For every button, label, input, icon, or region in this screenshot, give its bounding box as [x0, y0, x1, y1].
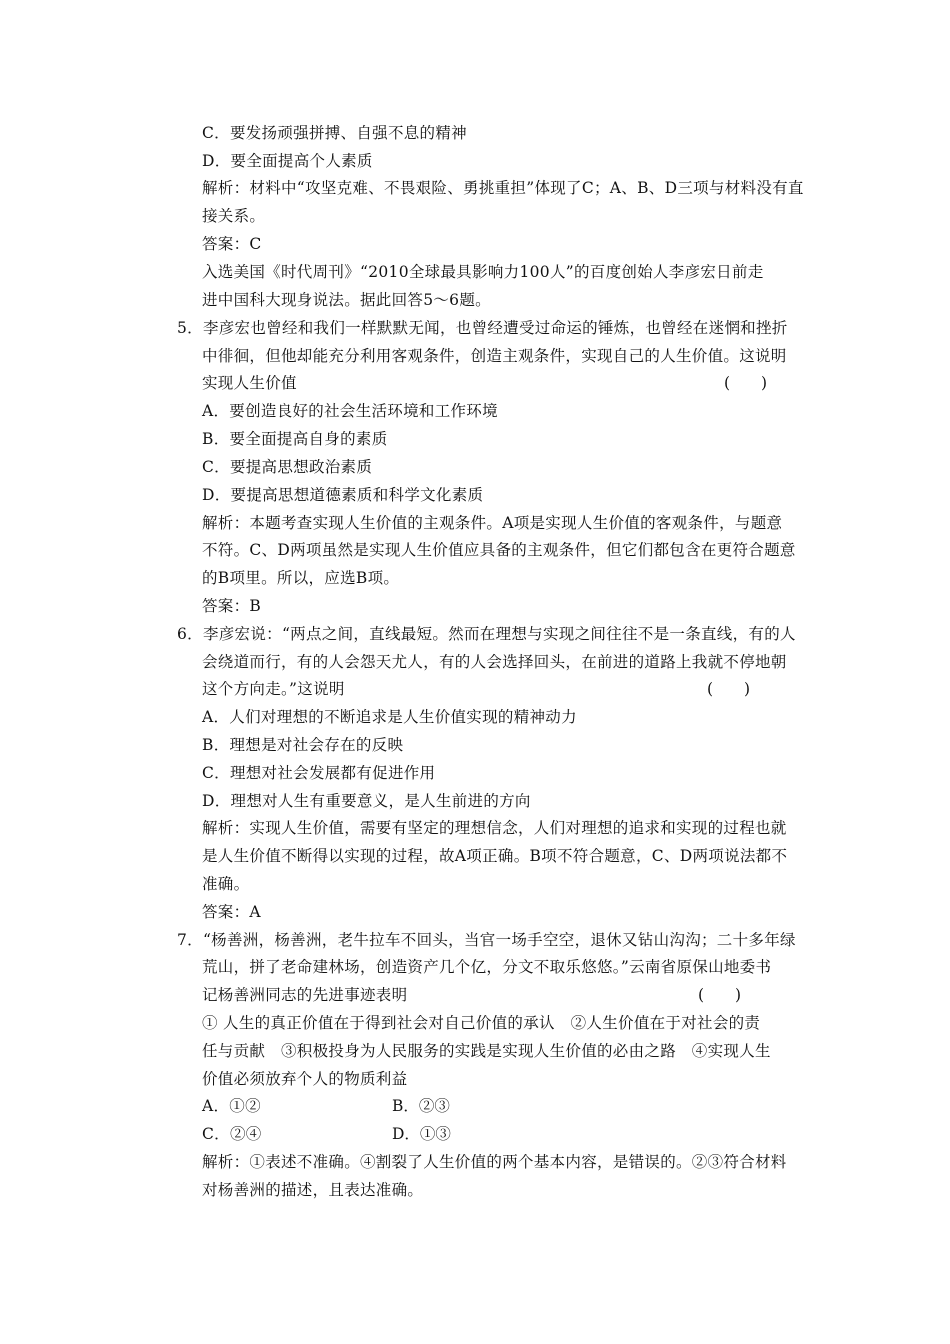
analysis-text: 的B项里。所以，应选B项。: [202, 569, 400, 587]
option-b: B．②③: [392, 1097, 450, 1115]
answer-blank: ( ): [698, 986, 742, 1004]
answer-blank: ( ): [707, 680, 751, 698]
answer-text: 答案：B: [202, 597, 262, 615]
answer-blank: ( ): [724, 374, 768, 392]
answer-text: 答案：A: [202, 903, 261, 921]
analysis-text: 解析：①表述不准确。④割裂了人生价值的两个基本内容，是错误的。②③符合材料: [202, 1153, 787, 1171]
question-7-stem: 7．“杨善洲，杨善洲，老牛拉车不回头，当官一场手空空，退休又钻山沟沟；二十多年绿: [177, 931, 796, 949]
statement-list: ① 人生的真正价值在于得到社会对自己价值的承认 ②人生价值在于对社会的责: [202, 1014, 761, 1032]
intro-text: 入选美国《时代周刊》“2010全球最具影响力100人”的百度创始人李彦宏日前走: [202, 263, 764, 281]
option-c: C．要发扬顽强拼搏、自强不息的精神: [202, 124, 467, 142]
analysis-text: 解析：材料中“攻坚克难、不畏艰险、勇挑重担”体现了C；A、B、D三项与材料没有直: [202, 179, 804, 197]
question-6-stem: 6．李彦宏说：“两点之间，直线最短。然而在理想与实现之间往往不是一条直线，有的人: [177, 625, 796, 643]
option-d: D．理想对人生有重要意义，是人生前进的方向: [202, 792, 531, 810]
option-b: B．要全面提高自身的素质: [202, 430, 388, 448]
question-5-stem: 5．李彦宏也曾经和我们一样默默无闻，也曾经遭受过命运的锤炼，也曾经在迷惘和挫折: [177, 319, 788, 337]
option-d: D．①③: [392, 1125, 451, 1143]
option-c: C．要提高思想政治素质: [202, 458, 373, 476]
analysis-text: 解析：本题考查实现人生价值的主观条件。A项是实现人生价值的客观条件，与题意: [202, 514, 783, 532]
option-d: D．要全面提高个人素质: [202, 152, 373, 170]
analysis-text: 对杨善洲的描述，且表达准确。: [202, 1181, 424, 1199]
question-6-stem: 会绕道而行，有的人会怨天尤人，有的人会选择回头，在前进的道路上我就不停地朝: [202, 653, 787, 671]
analysis-text: 接关系。: [202, 207, 266, 225]
statement-list: 价值必须放弃个人的物质利益: [202, 1070, 408, 1088]
option-a: A．①②: [202, 1097, 261, 1115]
question-5-stem: 实现人生价值: [202, 374, 297, 392]
analysis-text: 准确。: [202, 875, 250, 893]
answer-text: 答案：C: [202, 235, 262, 253]
option-b: B．理想是对社会存在的反映: [202, 736, 404, 754]
option-d: D．要提高思想道德素质和科学文化素质: [202, 486, 484, 504]
analysis-text: 是人生价值不断得以实现的过程，故A项正确。B项不符合题意，C、D两项说法都不: [202, 847, 788, 865]
option-c: C．②④: [202, 1125, 262, 1143]
analysis-text: 不符。C、D两项虽然是实现人生价值应具备的主观条件，但它们都包含在更符合题意: [202, 541, 796, 559]
analysis-text: 解析：实现人生价值，需要有坚定的理想信念，人们对理想的追求和实现的过程也就: [202, 819, 787, 837]
option-a: A．要创造良好的社会生活环境和工作环境: [202, 402, 498, 420]
question-6-stem: 这个方向走。”这说明: [202, 680, 345, 698]
intro-text: 进中国科大现身说法。据此回答5～6题。: [202, 291, 491, 309]
option-c: C．理想对社会发展都有促进作用: [202, 764, 436, 782]
question-7-stem: 荒山，拼了老命建林场，创造资产几个亿，分文不取乐悠悠。”云南省原保山地委书: [202, 958, 772, 976]
question-7-stem: 记杨善洲同志的先进事迹表明: [202, 986, 408, 1004]
option-a: A．人们对理想的不断追求是人生价值实现的精神动力: [202, 708, 577, 726]
statement-list: 任与贡献 ③积极投身为人民服务的实践是实现人生价值的必由之路 ④实现人生: [202, 1042, 771, 1060]
question-5-stem: 中徘徊，但他却能充分利用客观条件，创造主观条件，实现自己的人生价值。这说明: [202, 347, 787, 365]
